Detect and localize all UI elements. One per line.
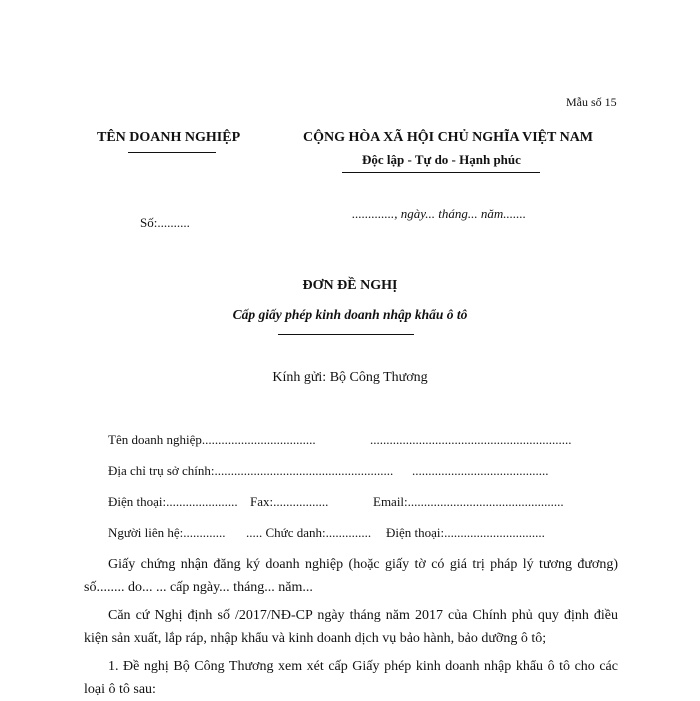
form-code: Mẫu số 15: [566, 95, 617, 109]
fax-field: Fax:.................: [250, 494, 329, 509]
basis-text: Căn cứ Nghị định số /2017/NĐ-CP ngày tháng năm 2017 của Chính phủ quy định điều kiện sản xuất, lắp ráp, nhập khẩu và kinh doanh dịch vụ bảo hành, bảo dưỡng ô tô;: [84, 608, 618, 646]
email-field: Email:................................................: [373, 494, 564, 509]
contact-person-field: Người liên hệ:.............: [108, 525, 226, 540]
request-text: 1. Đề nghị Bộ Công Thương xem xét cấp Giấy phép kinh doanh nhập khẩu ô tô cho các loại ô tô sau:: [84, 659, 618, 697]
phone-field: Điện thoại:......................: [108, 494, 238, 509]
address-field: Địa chỉ trụ sở chính:.......................................................: [108, 463, 394, 478]
document-title: ĐƠN ĐỀ NGHỊ: [302, 278, 398, 293]
contact-phone-field: Điện thoại:...............................: [386, 525, 545, 540]
certificate-paragraph: [84, 553, 618, 599]
certificate-text: Giấy chứng nhận đăng ký doanh nghiệp (hoặc giấy tờ có giá trị pháp lý tương đương) số........ do... ... cấp ngày... tháng... năm...: [84, 557, 618, 595]
national-motto: Độc lập - Tự do - Hạnh phúc: [362, 152, 521, 167]
address-field-cont: ..........................................: [412, 463, 549, 478]
national-title: CỘNG HÒA XÃ HỘI CHỦ NGHĨA VIỆT NAM: [303, 130, 594, 145]
basis-paragraph: [84, 604, 618, 650]
company-name-heading: TÊN DOANH NGHIỆP: [97, 130, 241, 145]
company-name-field: Tên doanh nghiệp...................................: [108, 432, 316, 447]
subtitle-underline: [278, 334, 414, 335]
request-paragraph: [84, 655, 618, 701]
addressee: Kính gửi: Bộ Công Thương: [272, 370, 428, 385]
document-subtitle: Cấp giấy phép kinh doanh nhập khẩu ô tô: [232, 307, 468, 322]
position-field: ..... Chức danh:..............: [246, 525, 372, 540]
motto-underline: [342, 172, 540, 173]
company-name-field-cont: ..............................................................: [370, 432, 572, 447]
document-number: Số:..........: [140, 215, 190, 230]
company-underline: [128, 152, 216, 153]
date-line: ............., ngày... tháng... năm.......: [352, 206, 527, 221]
